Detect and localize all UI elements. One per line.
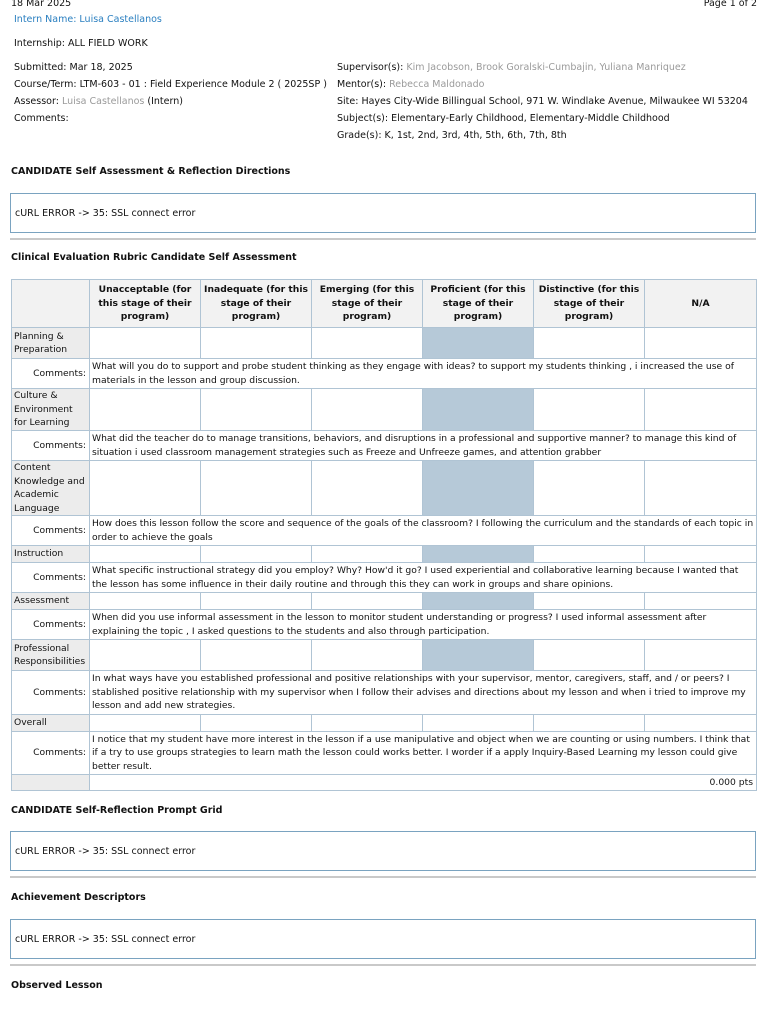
rubric-rating-cell[interactable] bbox=[645, 546, 757, 563]
rubric-comment-row bbox=[12, 610, 757, 640]
divider bbox=[10, 238, 756, 240]
comment-label: Comments: bbox=[12, 610, 90, 640]
rubric-rating-cell[interactable] bbox=[90, 461, 201, 516]
rubric-rating-cell[interactable] bbox=[201, 461, 312, 516]
course-term: Course/Term: LTM-603 - 01 : Field Experience Module 2 ( 2025SP ) bbox=[14, 79, 327, 90]
print-date: 18 Mar 2025 bbox=[11, 0, 72, 9]
rubric-row-label: Professional Responsibilities bbox=[12, 640, 90, 671]
achievement-box bbox=[10, 919, 756, 959]
rubric-rating-cell[interactable] bbox=[645, 593, 757, 610]
rubric-rating-cell[interactable] bbox=[423, 640, 534, 671]
rubric-rating-cell[interactable] bbox=[423, 714, 534, 731]
column-header-distinctive: Distinctive (for this stage of their program) bbox=[534, 280, 645, 328]
rubric-row-label: Assessment bbox=[12, 593, 90, 610]
rubric-total-row bbox=[12, 775, 757, 791]
directions-error: cURL ERROR -> 35: SSL connect error bbox=[15, 207, 196, 219]
rubric-rating-cell[interactable] bbox=[312, 714, 423, 731]
achievement-title: Achievement Descriptors bbox=[11, 892, 146, 903]
comment-label: Comments: bbox=[12, 516, 90, 546]
rubric-rating-cell[interactable] bbox=[201, 389, 312, 431]
rubric-rating-cell[interactable] bbox=[312, 461, 423, 516]
subjects: Subject(s): Elementary-Early Childhood, Elementary-Middle Childhood bbox=[337, 113, 670, 124]
directions-box bbox=[10, 193, 756, 233]
rubric-row bbox=[12, 714, 757, 731]
submitted-date: Submitted: Mar 18, 2025 bbox=[14, 62, 133, 73]
rubric-comment-row bbox=[12, 359, 757, 389]
column-header-na: N/A bbox=[645, 280, 757, 328]
rubric-rating-cell[interactable] bbox=[534, 546, 645, 563]
column-header-inadequate: Inadequate (for this stage of their program) bbox=[201, 280, 312, 328]
rubric-rating-cell[interactable] bbox=[423, 328, 534, 359]
site: Site: Hayes City-Wide Billingual School, 971 W. Windlake Avenue, Milwaukee WI 53204 bbox=[337, 96, 748, 107]
rubric-row bbox=[12, 461, 757, 516]
observed-lesson-title: Observed Lesson bbox=[11, 980, 103, 991]
rubric-row bbox=[12, 328, 757, 359]
rubric-rating-cell[interactable] bbox=[90, 328, 201, 359]
mentors bbox=[337, 79, 484, 90]
rubric-rating-cell[interactable] bbox=[645, 640, 757, 671]
mentor-label: Mentor(s): bbox=[337, 79, 387, 90]
divider bbox=[10, 964, 756, 966]
column-header-unacceptable: Unacceptable (for this stage of their program) bbox=[90, 280, 201, 328]
assessor bbox=[14, 96, 183, 107]
assessor-label: Assessor: bbox=[14, 96, 59, 107]
rubric-header-row bbox=[12, 280, 757, 328]
rubric-rating-cell[interactable] bbox=[423, 546, 534, 563]
grades: Grade(s): K, 1st, 2nd, 3rd, 4th, 5th, 6th, 7th, 8th bbox=[337, 130, 567, 141]
rubric-row-label: Content Knowledge and Academic Language bbox=[12, 461, 90, 516]
comment-label: Comments: bbox=[12, 563, 90, 593]
column-header-proficient: Proficient (for this stage of their program) bbox=[423, 280, 534, 328]
comment-text: I notice that my student have more interest in the lesson if a use manipulative and object when we are counting or using numbers. I think that if a try to use groups strategies to learn math the lesson could works better. I worder if a apply Inquiry-Based Learning my lesson could give better result. bbox=[90, 731, 757, 775]
page-number: Page 1 of 2 bbox=[703, 0, 757, 9]
rubric-rating-cell[interactable] bbox=[201, 714, 312, 731]
rubric-row bbox=[12, 546, 757, 563]
comment-label: Comments: bbox=[12, 671, 90, 715]
rubric-comment-row bbox=[12, 563, 757, 593]
rubric-rating-cell[interactable] bbox=[312, 546, 423, 563]
rubric-rating-cell[interactable] bbox=[90, 546, 201, 563]
prompt-grid-box bbox=[10, 831, 756, 871]
rubric-rating-cell[interactable] bbox=[423, 389, 534, 431]
rubric-rating-cell[interactable] bbox=[312, 328, 423, 359]
rubric-rating-cell[interactable] bbox=[645, 714, 757, 731]
rubric-rating-cell[interactable] bbox=[645, 328, 757, 359]
divider bbox=[10, 876, 756, 878]
comment-text: In what ways have you established professional and positive relationships with your supervisor, mentor, caregivers, staff, and / or peers? I stablished positive relationship with my supervisor when I follow their advises and directions about my lesson and when i tried to improve my lesson and add new strategies. bbox=[90, 671, 757, 715]
rubric-rating-cell[interactable] bbox=[534, 461, 645, 516]
column-header-emerging: Emerging (for this stage of their program) bbox=[312, 280, 423, 328]
rubric-rating-cell[interactable] bbox=[201, 593, 312, 610]
rubric-rating-cell[interactable] bbox=[90, 714, 201, 731]
rubric-rating-cell[interactable] bbox=[90, 389, 201, 431]
rubric-row-label: Overall bbox=[12, 714, 90, 731]
rubric-rating-cell[interactable] bbox=[90, 593, 201, 610]
comment-text: How does this lesson follow the score and sequence of the goals of the classroom? I following the curriculum and the standards of each topic in order to achieve the goals bbox=[90, 516, 757, 546]
comment-label: Comments: bbox=[12, 359, 90, 389]
assessor-name: Luisa Castellanos bbox=[61, 96, 145, 107]
rubric-comment-row bbox=[12, 731, 757, 775]
rubric-rating-cell[interactable] bbox=[534, 328, 645, 359]
prompt-grid-error: cURL ERROR -> 35: SSL connect error bbox=[15, 845, 196, 857]
rubric-comment-row bbox=[12, 671, 757, 715]
rubric-rating-cell[interactable] bbox=[201, 640, 312, 671]
rubric-rating-cell[interactable] bbox=[645, 461, 757, 516]
comment-text: What did the teacher do to manage transitions, behaviors, and disruptions in a professional and supportive manner? to manage this kind of situation i used classroom management strategies such as Freeze and Unfreeze games, and attention grabber bbox=[90, 431, 757, 461]
directions-title: CANDIDATE Self Assessment & Reflection Directions bbox=[11, 166, 291, 177]
comment-text: When did you use informal assessment in the lesson to monitor student understanding or progress? I used informal assessment after explaining the topic , I asked questions to the students and also through participation. bbox=[90, 610, 757, 640]
rubric-row bbox=[12, 389, 757, 431]
supervisor-names: Kim Jacobson, Brook Goralski-Cumbajin, Yuliana Manriquez bbox=[406, 62, 686, 73]
rubric-rating-cell[interactable] bbox=[312, 640, 423, 671]
achievement-error: cURL ERROR -> 35: SSL connect error bbox=[15, 933, 196, 945]
rubric-header-corner bbox=[12, 280, 90, 328]
rubric-row-label: Instruction bbox=[12, 546, 90, 563]
rubric-rating-cell[interactable] bbox=[201, 546, 312, 563]
rubric-comment-row bbox=[12, 516, 757, 546]
rubric-rating-cell[interactable] bbox=[312, 593, 423, 610]
assessor-role: (Intern) bbox=[147, 96, 183, 107]
prompt-grid-title: CANDIDATE Self-Reflection Prompt Grid bbox=[11, 805, 223, 816]
rubric-row bbox=[12, 640, 757, 671]
intern-name: Intern Name: Luisa Castellanos bbox=[14, 14, 162, 25]
rubric-rating-cell[interactable] bbox=[534, 640, 645, 671]
internship: Internship: ALL FIELD WORK bbox=[14, 38, 148, 49]
comment-label: Comments: bbox=[12, 731, 90, 775]
rubric-row-label: Planning & Preparation bbox=[12, 328, 90, 359]
rubric-comment-row bbox=[12, 431, 757, 461]
supervisor-label: Supervisor(s): bbox=[337, 62, 404, 73]
rubric-rating-cell[interactable] bbox=[534, 389, 645, 431]
total-label-cell bbox=[12, 775, 90, 791]
comment-text: What will you do to support and probe student thinking as they engage with ideas? to support my students thinking , i increased the use of materials in the lesson and group discussion. bbox=[90, 359, 757, 389]
rubric-rating-cell[interactable] bbox=[423, 461, 534, 516]
rubric-rating-cell[interactable] bbox=[534, 714, 645, 731]
rubric-title: Clinical Evaluation Rubric Candidate Self Assessment bbox=[11, 252, 297, 263]
rubric-rating-cell[interactable] bbox=[423, 593, 534, 610]
rubric-row-label: Culture & Environment for Learning bbox=[12, 389, 90, 431]
rubric-rating-cell[interactable] bbox=[312, 389, 423, 431]
supervisors bbox=[337, 62, 686, 73]
rubric-total: 0.000 pts bbox=[90, 775, 757, 791]
rubric-rating-cell[interactable] bbox=[201, 328, 312, 359]
comment-text: What specific instructional strategy did you employ? Why? How'd it go? I used experiential and collaborative learning because I wanted that the lesson has some influence in their daily routine and through this they can work in groups and share opinions. bbox=[90, 563, 757, 593]
comments-label: Comments: bbox=[14, 113, 69, 124]
rubric-table bbox=[11, 279, 757, 791]
rubric-rating-cell[interactable] bbox=[90, 640, 201, 671]
mentor-name: Rebecca Maldonado bbox=[389, 79, 485, 90]
rubric-rating-cell[interactable] bbox=[534, 593, 645, 610]
rubric-rating-cell[interactable] bbox=[645, 389, 757, 431]
rubric-row bbox=[12, 593, 757, 610]
comment-label: Comments: bbox=[12, 431, 90, 461]
